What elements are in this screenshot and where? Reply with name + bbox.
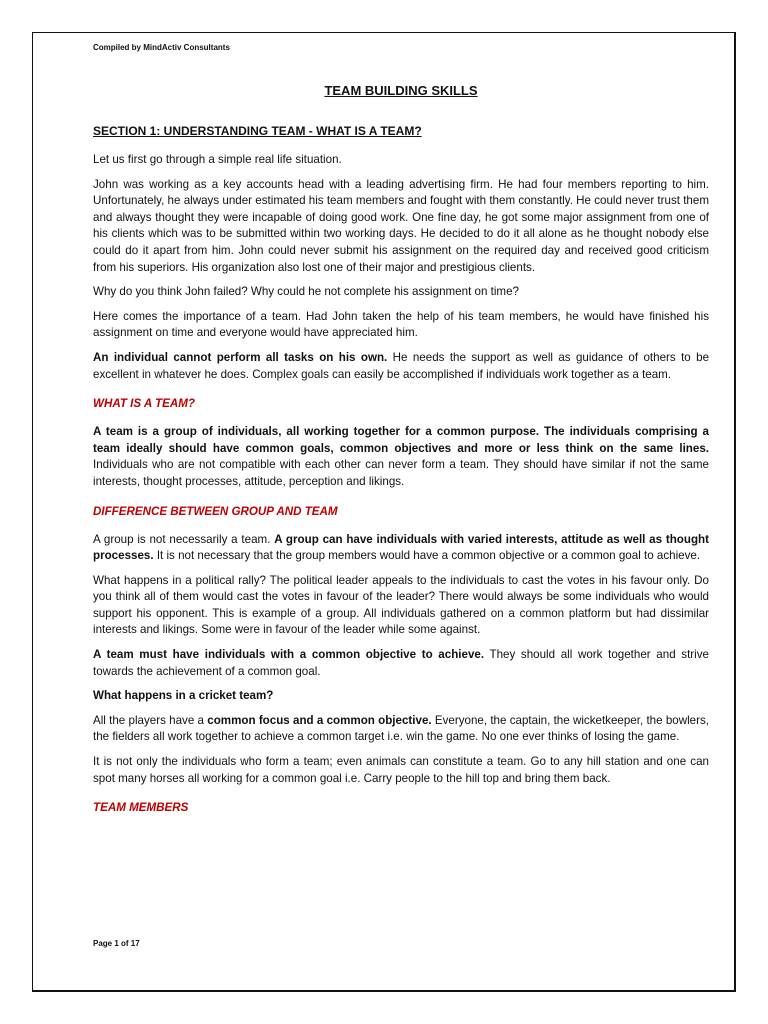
individual-bold-text: An individual cannot perform all tasks on his own. — [93, 350, 388, 364]
group-text-c: It is not necessary that the group members would have a common objective or a common goal to achieve. — [153, 549, 701, 563]
cricket-paragraph — [93, 713, 709, 746]
team-objective-paragraph — [93, 647, 709, 680]
team-definition-bold: A team is a group of individuals, all working together for a common purpose. The individuals comprising a team ideally should have common goals, common objectives and more or less think on the same lines. — [93, 425, 709, 455]
individual-text: He needs the support as well as guidance of others to be excellent in whatever he does. Complex goals can easily be accomplished if individuals work together as a team. — [93, 350, 710, 381]
individual-paragraph — [93, 350, 709, 383]
team-objective-bold: A team must have individuals with a common objective to achieve. — [93, 648, 485, 662]
page-content — [93, 43, 709, 828]
story-paragraph: John was working as a key accounts head with a leading advertising firm. He had four members reporting to him. Unfortunately, he always under estimated his team members and fought with them constantly. He could never trust them and always thought they were incapable of doing good work. One fine day, he got some major assignment from one of his clients which was to be submitted within two working days. He decided to do it all alone as he thought nobody else could do it apart from him. John could never submit his assignment on the required day and received good criticism from his superiors. His organization also lost one of their major and prestigious clients. — [93, 177, 709, 274]
cricket-bold-text: common focus and a common objective. — [207, 713, 432, 727]
intro-paragraph: Let us first go through a simple real life situation. — [93, 153, 342, 166]
difference-heading: DIFFERENCE BETWEEN GROUP AND TEAM — [93, 504, 338, 518]
header-compiled-by: Compiled by MindActiv Consultants — [93, 43, 230, 52]
group-bold-text: A group can have individuals with varied interests, attitude as well as thought processes. — [93, 532, 710, 563]
section-1-heading: SECTION 1: UNDERSTANDING TEAM - WHAT IS A TEAM? — [93, 124, 422, 138]
group-text-a: A group is not necessarily a team. — [93, 532, 275, 546]
team-objective-text: They should all work together and strive towards the achievement of a common goal. — [93, 648, 709, 678]
cricket-question: What happens in a cricket team? — [93, 689, 274, 703]
document-page — [32, 32, 736, 992]
group-paragraph — [93, 532, 709, 565]
team-members-heading: TEAM MEMBERS — [93, 801, 189, 815]
importance-paragraph: Here comes the importance of a team. Had John taken the help of his team members, he would have finished his assignment on time and everyone would have appreciated him. — [93, 309, 709, 340]
team-definition-text: Individuals who are not compatible with each other can never form a team. They should have similar if not the same interests, thought processes, attitude, perception and likings. — [93, 458, 709, 488]
question-paragraph: Why do you think John failed? Why could he not complete his assignment on time? — [93, 285, 519, 299]
page-number: Page 1 of 17 — [93, 939, 140, 948]
what-is-team-heading: WHAT IS A TEAM? — [93, 397, 195, 411]
animals-paragraph: It is not only the individuals who form a team; even animals can constitute a team. Go to any hill station and one can spot many horses all working for a common goal i.e. Carry people to the hill top and bring them back. — [93, 755, 709, 785]
team-definition-paragraph — [93, 424, 709, 490]
cricket-text-c: Everyone, the captain, the wicketkeeper, the bowlers, the fielders all work together to achieve a common target i.e. win the game. No one ever thinks of losing the game. — [93, 713, 709, 744]
document-title: TEAM BUILDING SKILLS — [324, 83, 478, 98]
cricket-text-a: All the players have a — [93, 713, 208, 727]
political-rally-paragraph: What happens in a political rally? The political leader appeals to the individuals to cast the votes in his favour only. Do you think all of them would cast the votes in favour of the leader? There would always be some individuals who would support his opponent. This is example of a group. All individuals gathered on a common platform but had dissimilar interests and likings. Some were in favour of the leader while some against. — [93, 573, 709, 637]
